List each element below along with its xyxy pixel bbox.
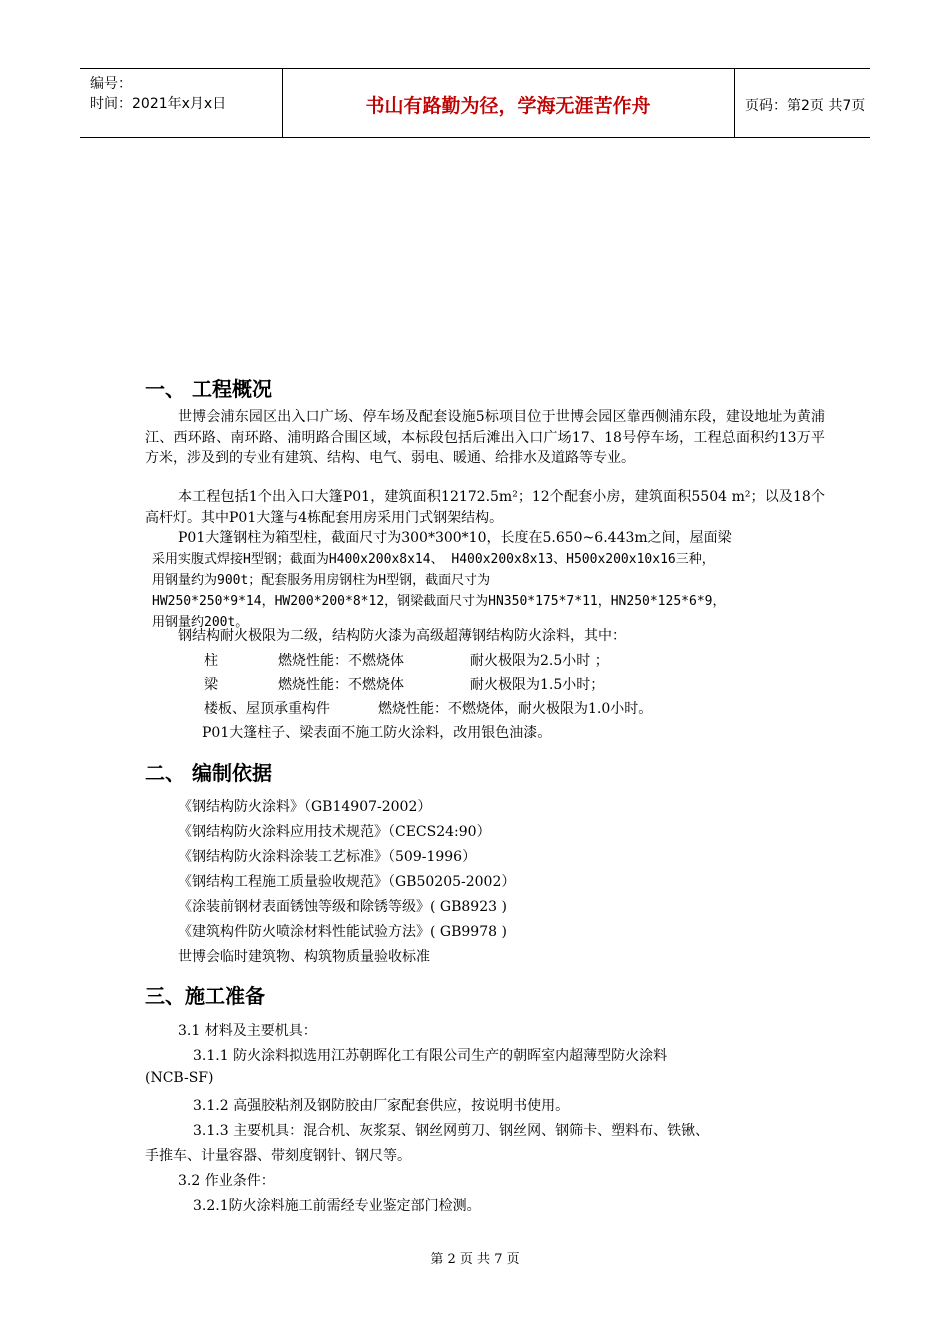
header-meta-cell <box>80 69 283 137</box>
section1-p3-line1: P01大篷钢柱为箱型柱，截面尺寸为300*300*10，长度在5.650~6.443m之间，屋面梁 <box>178 530 732 546</box>
header-motto-cell <box>282 69 735 137</box>
reference-item: 《钢结构防火涂料》（GB14907-2002） <box>178 799 432 815</box>
section3-heading: 三、施工准备 <box>145 984 265 1008</box>
section1-heading: 一、 工程概况 <box>145 377 272 401</box>
section1-paragraph-1: 世博会浦东园区出入口广场、停车场及配套设施5标项目位于世博会园区靠西侧浦东段，建设地址为黄浦江、西环路、南环路、浦明路合围区域，本标段包括后滩出入口广场17、18号停车场，工程总面积约13万平方米，涉及到的专业有建筑、结构、电气、弱电、暖通、给排水及道路等专业。 <box>145 409 825 466</box>
section1-p3-line2: 采用实腹式焊接H型钢；截面为H400x200x8x14、 H400x200x8x13、H500x200x10x16三种， <box>152 552 715 567</box>
rating-row-column-name: 柱 <box>204 653 218 669</box>
header-page-cell <box>735 69 870 137</box>
motto: 书山有路勤为径，学海无涯苦作舟 <box>365 95 651 117</box>
subsection-3-2: 3.2 作业条件： <box>178 1173 275 1189</box>
page-header <box>80 68 870 138</box>
section1-p3-line4: HW250*250*9*14，HW200*200*8*12，钢梁截面尺寸为HN350*175*7*11，HN250*125*6*9， <box>152 594 726 609</box>
page-info: 页码：第2页 共7页 <box>745 98 866 114</box>
section1-p3-line3: 用钢量约为900t；配套服务用房钢柱为H型钢，截面尺寸为 <box>152 573 491 588</box>
rating-row-beam-name: 梁 <box>204 677 218 693</box>
reference-item: 《建筑构件防火喷涂材料性能试验方法》( GB9978 ) <box>178 924 507 940</box>
section1-p3-line5: 用钢量约200t。 <box>152 615 249 630</box>
rating-row-slab-rest: 燃烧性能：不燃烧体，耐火极限为1.0小时。 <box>378 701 653 717</box>
item-3-1-3-line1: 3.1.3 主要机具：混合机、灰浆泵、钢丝网剪刀、钢丝网、钢筛卡、塑料布、铁锹、 <box>193 1123 710 1139</box>
item-3-1-1-line2: (NCB-SF) <box>145 1070 214 1086</box>
section1-paragraph-5: P01大篷柱子、梁表面不施工防火涂料，改用银色油漆。 <box>202 725 552 741</box>
rating-row-column-limit: 耐火极限为2.5小时 ； <box>470 653 609 669</box>
rating-row-column-perf: 燃烧性能：不燃烧体 <box>278 653 404 669</box>
reference-item: 《钢结构防火涂料涂装工艺标准》（509-1996） <box>178 849 477 865</box>
rating-row-slab-name: 楼板、屋顶承重构件 <box>204 701 330 717</box>
subsection-3-1: 3.1 材料及主要机具： <box>178 1023 317 1039</box>
reference-item: 《钢结构防火涂料应用技术规范》（CECS24:90） <box>178 824 491 840</box>
item-3-1-2: 3.1.2 高强胶粘剂及钢防胶由厂家配套供应，按说明书使用。 <box>193 1098 570 1114</box>
page-footer: 第 2 页 共 7 页 <box>430 1252 520 1267</box>
date-label: 时间：2021年x月x日 <box>90 96 227 112</box>
item-3-1-1-line1: 3.1.1 防火涂料拟选用江苏朝晖化工有限公司生产的朝晖室内超薄型防火涂料 <box>193 1048 668 1064</box>
serial-label: 编号： <box>90 76 132 92</box>
rating-row-beam-perf: 燃烧性能：不燃烧体 <box>278 677 404 693</box>
reference-item: 世博会临时建筑物、构筑物质量验收标准 <box>178 949 430 965</box>
reference-item: 《涂装前钢材表面锈蚀等级和除锈等级》( GB8923 ) <box>178 899 507 915</box>
item-3-2-1: 3.2.1防火涂料施工前需经专业鉴定部门检测。 <box>193 1198 481 1214</box>
section2-heading: 二、 编制依据 <box>145 761 272 785</box>
item-3-1-3-line2: 手推车、计量容器、带刻度钢针、钢尺等。 <box>145 1148 411 1164</box>
section1-paragraph-2: 本工程包括1个出入口大篷P01，建筑面积12172.5m²；12个配套小房，建筑面积5504 m²；以及18个高杆灯。其中P01大篷与4栋配套用房采用门式钢架结构。 <box>145 489 825 526</box>
reference-item: 《钢结构工程施工质量验收规范》（GB50205-2002） <box>178 874 516 890</box>
section1-paragraph-4: 钢结构耐火极限为二级，结构防火漆为高级超薄钢结构防火涂料，其中： <box>178 628 626 644</box>
rating-row-beam-limit: 耐火极限为1.5小时； <box>470 677 605 693</box>
